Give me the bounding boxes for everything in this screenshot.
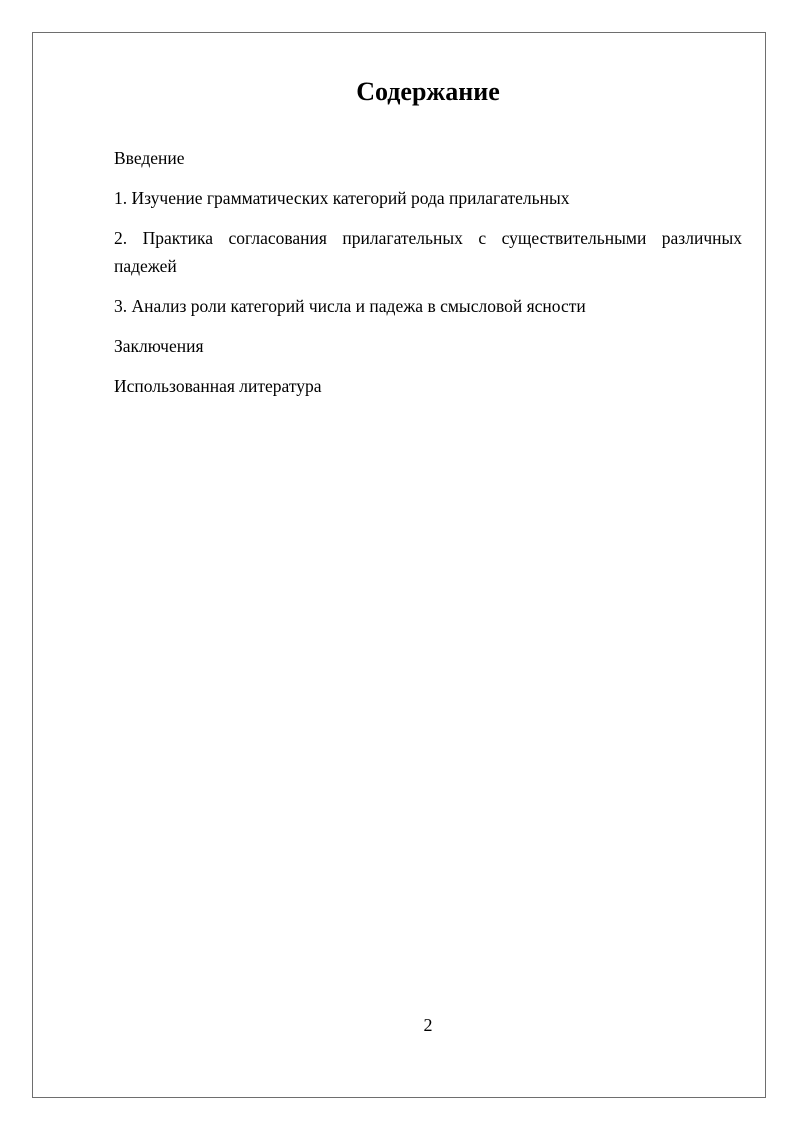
toc-item-conclusion: Заключения (114, 336, 204, 356)
toc-item-introduction: Введение (114, 148, 185, 168)
toc-item-chapter-1: 1. Изучение грамматических категорий рода прилагательных (114, 188, 570, 208)
page-title: Содержание (356, 77, 500, 106)
toc-item-chapter-2: 2. Практика согласования прилагательных с существительными различных падежей (114, 228, 742, 276)
toc-item-chapter-3: 3. Анализ роли категорий числа и падежа в смысловой ясности (114, 296, 586, 316)
page-number: 2 (423, 1015, 433, 1035)
table-of-contents (114, 144, 742, 412)
toc-item-references: Использованная литература (114, 376, 322, 396)
